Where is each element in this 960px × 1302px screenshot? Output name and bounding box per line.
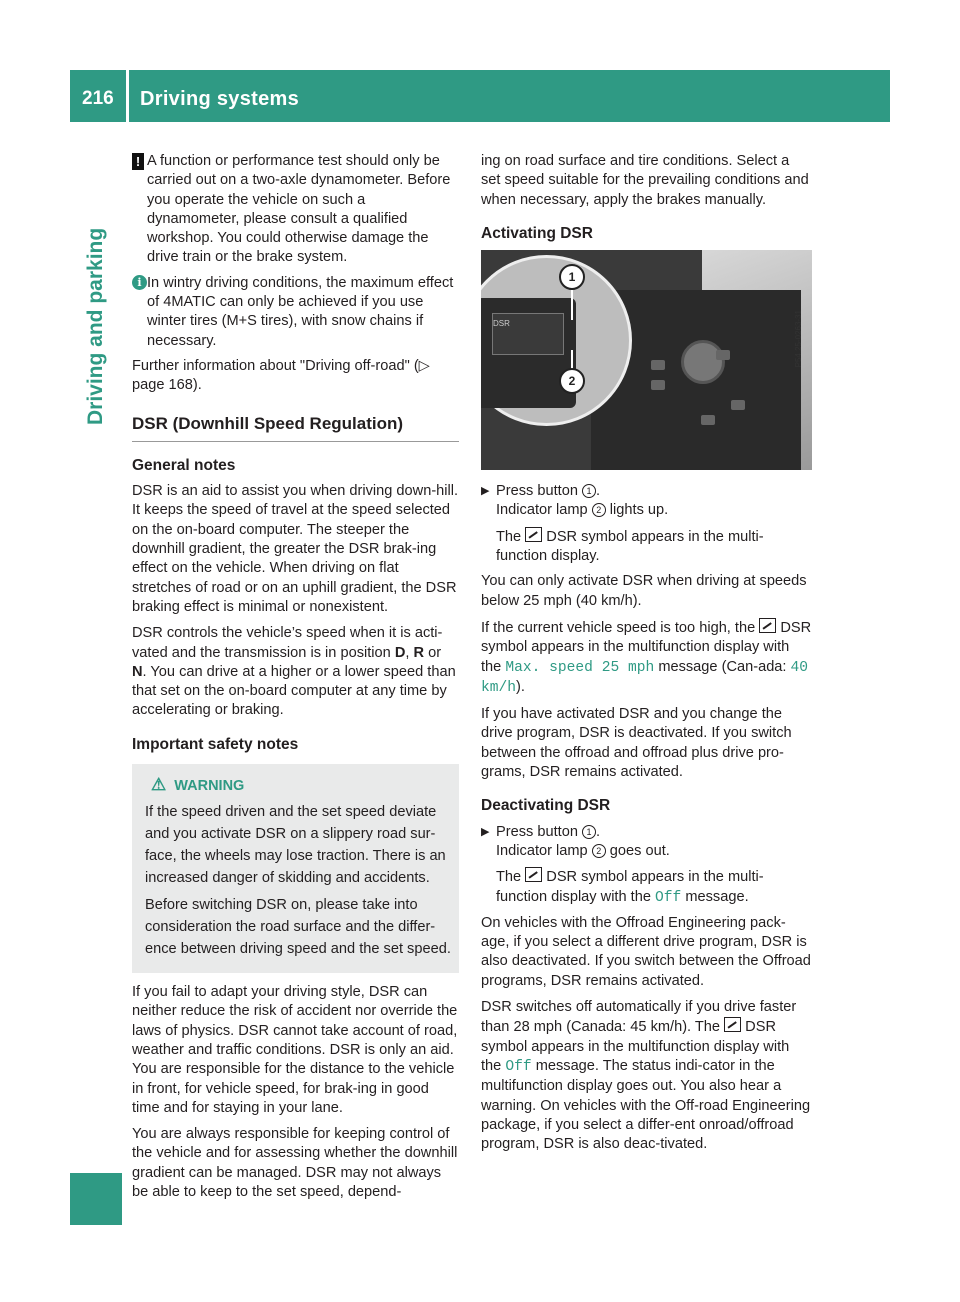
warning-box bbox=[132, 764, 459, 973]
text: Indicator lamp bbox=[496, 842, 588, 859]
step-arrow-icon: ▶ bbox=[481, 485, 490, 498]
display-message: Off bbox=[655, 889, 682, 906]
continued-paragraph: ing on road surface and tire conditions. Select a set speed suitable for the prevailing conditions and when necessary, apply the brakes manually. bbox=[481, 153, 809, 208]
text: DSR symbol appears in the multi-function display with the bbox=[496, 869, 764, 905]
side-tab-marker bbox=[70, 1173, 122, 1225]
text: DSR controls the vehicle’s speed when it is acti-vated and the transmission is in position bbox=[132, 625, 443, 661]
text: DSR switches off automatically if you drive faster than 28 mph (Canada: 45 km/h). The bbox=[481, 999, 797, 1036]
circled-number-1: 1 bbox=[582, 484, 596, 498]
callout-1: 1 bbox=[559, 264, 585, 290]
heading-safety-notes: Important safety notes bbox=[132, 735, 299, 753]
warning-title bbox=[145, 774, 451, 797]
safety-paragraph-2: You are always responsible for keeping control of the vehicle and for assessing whether the downhill gradient can be managed. DSR may not always be able to keep to the set speed, depend- bbox=[132, 1126, 458, 1200]
exclamation-icon: ! bbox=[132, 153, 144, 170]
warning-paragraph-2: Before switching DSR on, please take into consideration the road surface and the differ-ence between driving speed and the set speed. bbox=[145, 897, 451, 958]
heading-deactivating: Deactivating DSR bbox=[481, 797, 611, 815]
text: DSR symbol appears in the multifunction display with the bbox=[481, 1019, 790, 1074]
dsr-symbol-icon bbox=[525, 527, 542, 542]
dsr-console-figure bbox=[481, 250, 812, 470]
display-message: Off bbox=[505, 1058, 532, 1075]
text: DSR symbol appears in the multi-function display. bbox=[496, 528, 764, 565]
display-message: Max. speed 25 mph bbox=[505, 659, 655, 676]
warning-paragraph-1: If the speed driven and the set speed deviate and you activate DSR on a slippery road sur-face, the wheels may lose traction. There is an increased danger of skidding and accidents. bbox=[145, 804, 446, 887]
heading-activating: Activating DSR bbox=[481, 224, 593, 242]
text: The bbox=[496, 528, 522, 545]
console-button bbox=[651, 380, 665, 390]
right-column bbox=[481, 152, 812, 1161]
callout-2: 2 bbox=[559, 368, 585, 394]
deactivate-step: ▶ Press button 1 . Indicator lamp 2 goes out. The DSR symbol appears in the multi-function display with the Off message. bbox=[481, 823, 812, 908]
text: . You can drive at a higher or a lower speed than that set on the on-board computer at any time by accelerating or braking. bbox=[132, 663, 456, 719]
text: DSR symbol appears in the multifunction display with the bbox=[481, 619, 812, 675]
step-result bbox=[496, 527, 812, 567]
text: The bbox=[496, 869, 522, 886]
text: goes out. bbox=[609, 842, 670, 859]
deactivate-paragraph-2 bbox=[481, 998, 812, 1154]
text: lights up. bbox=[609, 502, 669, 519]
deactivate-paragraph-1: On vehicles with the Offroad Engineering pack-age, if you select a different drive program, DSR is also deactivated. If you switch between the Offroad programs, DSR remains activated. bbox=[481, 914, 811, 989]
dsr-symbol-icon bbox=[724, 1017, 741, 1032]
dsr-button-label: DSR bbox=[493, 319, 510, 329]
safety-paragraph-1: If you fail to adapt your driving style, DSR can neither reduce the risk of accident nor override the laws of physics. DSR cannot take account of road, weather and traffic conditions. DSR is only an aid. You are responsible for the distance to the vehicle in front, for vehicle speed, for brak-ing in good time and for staying in your lane. bbox=[132, 984, 458, 1116]
section-title: Driving systems bbox=[140, 88, 300, 110]
dsr-symbol-icon bbox=[525, 867, 542, 882]
further-info: Further information about "Driving off-road" (▷ page 168). bbox=[132, 357, 430, 394]
text: Indicator lamp bbox=[496, 502, 588, 519]
gear-d: D bbox=[394, 644, 406, 661]
step-arrow-icon: ▶ bbox=[481, 825, 490, 838]
circled-number-2: 2 bbox=[592, 844, 606, 858]
side-tab-label: Driving and parking bbox=[84, 227, 107, 425]
figure-code: P54.25-0263-31 bbox=[793, 310, 803, 368]
callout-line bbox=[571, 290, 573, 320]
dsr-symbol-icon bbox=[759, 618, 776, 633]
activate-paragraph-2 bbox=[481, 618, 812, 698]
info-note bbox=[132, 274, 459, 351]
info-note-text: In wintry driving conditions, the maximum effect of 4MATIC can only be achieved if you use winter tires (M+S tires), with snow chains if necessary. bbox=[147, 274, 454, 349]
circled-number-1: 1 bbox=[582, 825, 596, 839]
console-button bbox=[731, 400, 745, 410]
text: or bbox=[428, 644, 442, 661]
warning-note-text: A function or performance test should only be carried out on a two-axle dynamometer. Before you operate the vehicle on such a dynamometer, please consult a qualified workshop. You could otherwise damage the drive train or the brake system. bbox=[147, 153, 451, 266]
info-icon: i bbox=[132, 275, 147, 290]
step-result bbox=[496, 867, 812, 908]
general-paragraph-2: DSR controls the vehicle’s speed when it is acti-vated and the transmission is in position D, R or N. You can drive at a higher or a lower speed than that set on the on-board computer at any time by accelerating or braking. bbox=[132, 625, 456, 719]
text: If the current vehicle speed is too high, the bbox=[481, 619, 756, 636]
text: message. The status indi-cator in the multifunction display goes out. You also hear a warning. On vehicles with the Off-road Engineering package, if you select a differ-ent onroad/offroad program, DSR is also deac-tivated. bbox=[481, 1057, 811, 1153]
heading-dsr: DSR (Downhill Speed Regulation) bbox=[132, 414, 459, 442]
text: Press button bbox=[496, 483, 578, 500]
warning-note bbox=[132, 152, 459, 268]
controller-knob bbox=[681, 340, 725, 384]
circled-number-2: 2 bbox=[592, 503, 606, 517]
gear-n: N bbox=[132, 663, 143, 680]
page-number: 216 bbox=[82, 88, 114, 109]
general-paragraph-1: DSR is an aid to assist you when driving down-hill. It keeps the speed of travel at the speed selected on the on-board computer. The steeper the downhill gradient, the greater the DSR brak-ing effect on the vehicle. When driving on flat stretches of road or on an uphill gradient, the DSR braking effect is minimal or nonexistent. bbox=[132, 483, 459, 615]
dsr-button bbox=[492, 313, 564, 355]
warning-triangle-icon: ⚠ bbox=[151, 775, 167, 795]
gear-r: R bbox=[413, 644, 425, 661]
activate-step: ▶ Press button 1 . Indicator lamp 2 lights up. The DSR symbol appears in the multi-function display. bbox=[481, 482, 812, 566]
console-button bbox=[716, 350, 730, 360]
left-column bbox=[132, 152, 459, 1209]
console-button bbox=[651, 360, 665, 370]
activate-paragraph-1: You can only activate DSR when driving at speeds below 25 mph (40 km/h). bbox=[481, 573, 807, 609]
text: Press button bbox=[496, 823, 578, 840]
text: message (Can-ada: bbox=[658, 658, 787, 675]
text: message. bbox=[685, 888, 749, 905]
display-message: 40 km/h bbox=[481, 659, 809, 696]
warning-title-text: WARNING bbox=[174, 778, 245, 795]
console-button bbox=[701, 415, 715, 425]
activate-paragraph-3: If you have activated DSR and you change the drive program, DSR is deactivated. If you switch between the offroad and offroad plus drive pro-grams, DSR remains activated. bbox=[481, 706, 792, 781]
header-divider bbox=[126, 70, 129, 122]
text: ). bbox=[516, 678, 525, 695]
heading-general-notes: General notes bbox=[132, 456, 236, 474]
